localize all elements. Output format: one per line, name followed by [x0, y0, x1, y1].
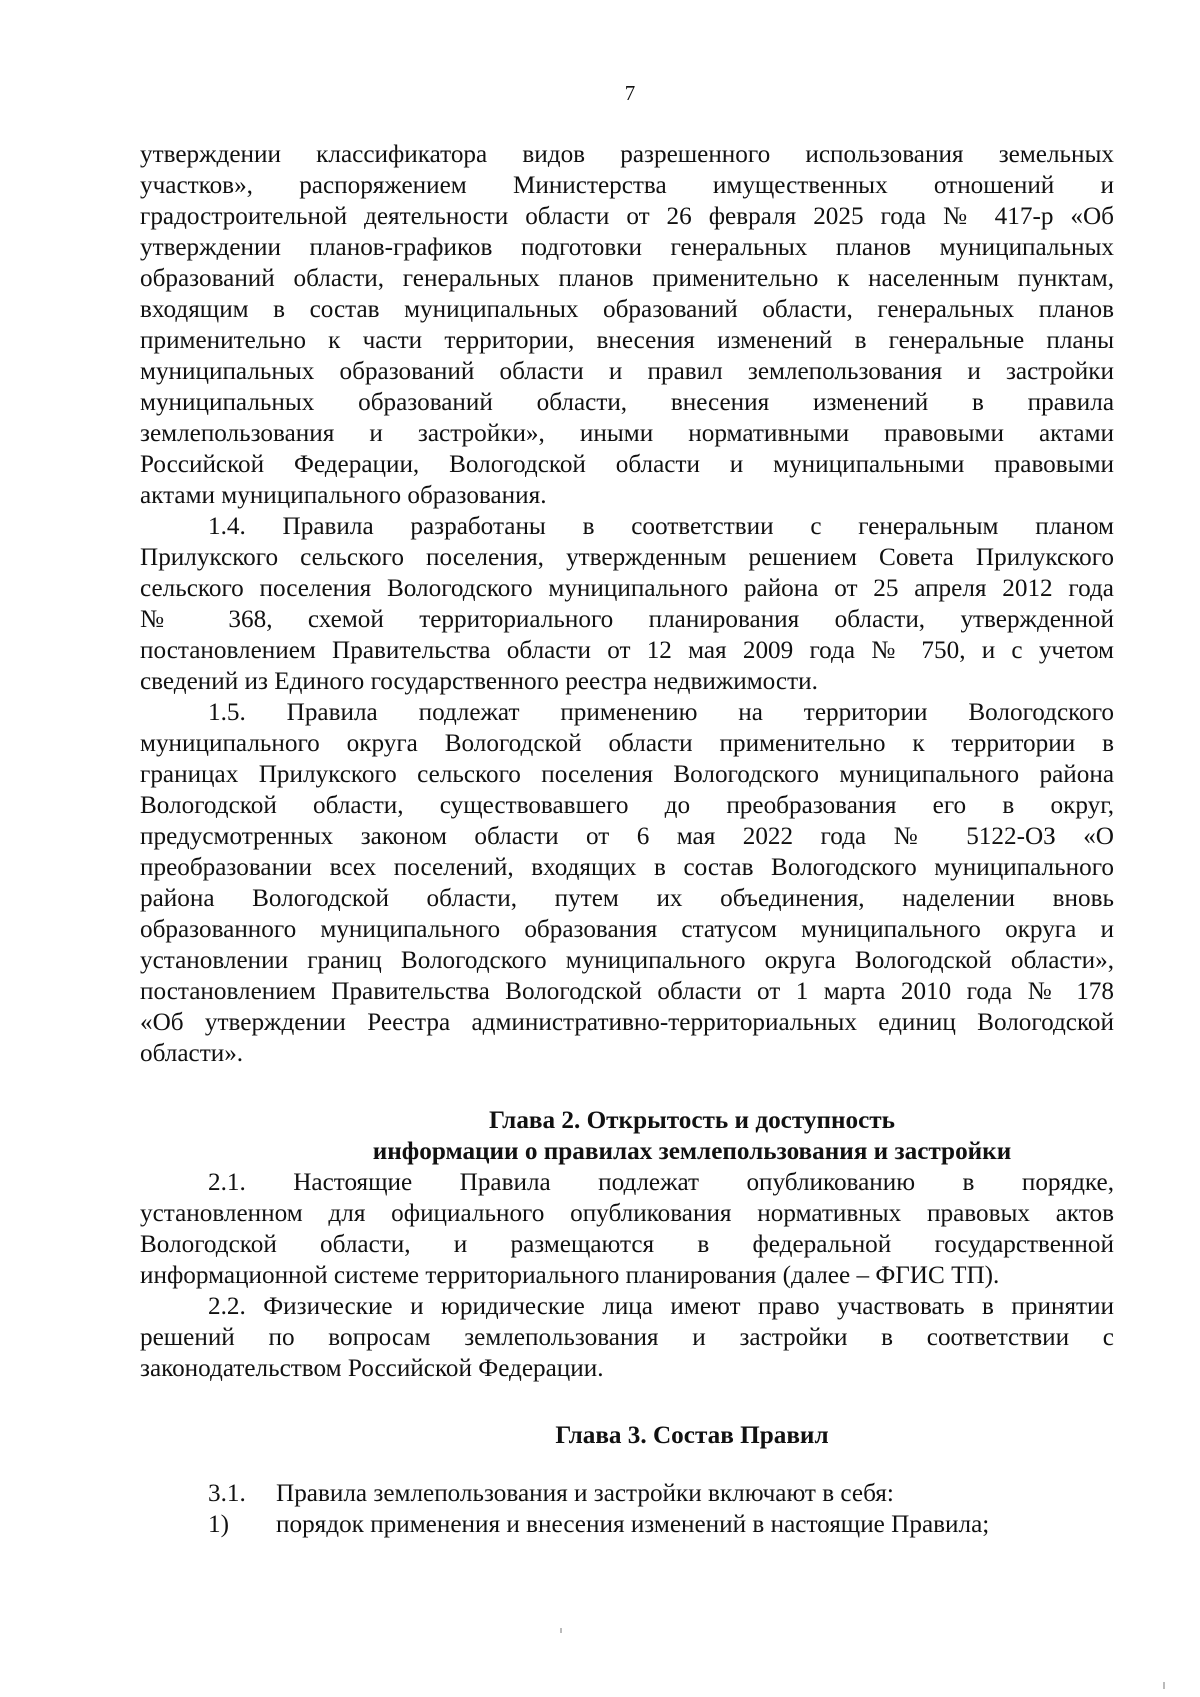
document-body: [140, 139, 1114, 1540]
text-line: предусмотренных законом области от 6 мая 2022 года № 5122-ОЗ «О: [140, 823, 1114, 850]
chapter-heading-line: информации о правилах землепользования и застройки: [372, 1138, 1012, 1165]
text-line: установленном для официального опубликования нормативных правовых актов: [140, 1200, 1114, 1227]
text-line: муниципальных образований области и правил землепользования и застройки: [140, 358, 1114, 385]
text-line: утверждении планов-графиков подготовки генеральных планов муниципальных: [140, 234, 1114, 261]
paragraph-2-1: [140, 1167, 1114, 1291]
text-line: входящим в состав муниципальных образований области, генеральных планов: [140, 296, 1114, 323]
text-line: сельского поселения Вологодского муниципального района от 25 апреля 2012 года: [140, 575, 1114, 602]
chapter-3-heading: Глава 3. Состав Правил: [555, 1422, 829, 1449]
list-item-number: 1): [208, 1511, 229, 1538]
text-line: решений по вопросам землепользования и застройки в соответствии с: [140, 1324, 1114, 1351]
chapter-heading-line: Глава 2. Открытость и доступность: [489, 1107, 895, 1134]
text-line: сведений из Единого государственного реестра недвижимости.: [140, 668, 818, 695]
scan-speck: [1163, 1682, 1165, 1689]
text-line: границах Прилукского сельского поселения Вологодского муниципального района: [140, 761, 1114, 788]
text-line: области».: [140, 1040, 244, 1067]
text-line: 1.5. Правила подлежат применению на территории Вологодского: [208, 699, 1114, 726]
spacer: [140, 1384, 1114, 1420]
text-line: Вологодской области, существовавшего до преобразования его в округ,: [140, 792, 1114, 819]
paragraph-text: Правила землепользования и застройки включают в себя:: [276, 1480, 894, 1507]
text-line: 2.1. Настоящие Правила подлежат опубликованию в порядке,: [208, 1169, 1114, 1196]
text-line: установлении границ Вологодского муниципального округа Вологодской области»,: [140, 947, 1114, 974]
page-number: 7: [624, 81, 636, 105]
paragraph-3-1: [140, 1478, 1114, 1509]
paragraph-1-3-continuation: [140, 139, 1114, 511]
list-item: [140, 1509, 1114, 1540]
text-line: постановлением Правительства Вологодской области от 1 марта 2010 года № 178: [140, 978, 1114, 1005]
text-line: образованного муниципального образования статусом муниципального округа и: [140, 916, 1114, 943]
text-line: Вологодской области, и размещаются в федеральной государственной: [140, 1231, 1114, 1258]
text-line: района Вологодской области, путем их объединения, наделении вновь: [140, 885, 1114, 912]
text-line: законодательством Российской Федерации.: [140, 1355, 604, 1382]
text-line: Прилукского сельского поселения, утвержденным решением Совета Прилукского: [140, 544, 1114, 571]
text-line: утверждении классификатора видов разрешенного использования земельных: [140, 141, 1114, 168]
text-line: муниципального округа Вологодской области применительно к территории в: [140, 730, 1114, 757]
text-line: землепользования и застройки», иными нормативными правовыми актами: [140, 420, 1114, 447]
spacer: [140, 1069, 1114, 1105]
text-line: актами муниципального образования.: [140, 482, 547, 509]
spacer: [140, 1451, 1114, 1478]
text-line: постановлением Правительства области от 12 мая 2009 года № 750, и с учетом: [140, 637, 1114, 664]
text-line: образований области, генеральных планов применительно к населенным пунктам,: [140, 265, 1114, 292]
text-line: информационной системе территориального планирования (далее – ФГИС ТП).: [140, 1262, 1000, 1289]
text-line: Российской Федерации, Вологодской области и муниципальными правовыми: [140, 451, 1114, 478]
text-line: «Об утверждении Реестра административно-территориальных единиц Вологодской: [140, 1009, 1114, 1036]
scan-speck: [560, 1628, 562, 1633]
text-line: градостроительной деятельности области от 26 февраля 2025 года № 417-р «Об: [140, 203, 1114, 230]
text-line: применительно к части территории, внесения изменений в генеральные планы: [140, 327, 1114, 354]
paragraph-number: 3.1.: [208, 1480, 246, 1507]
chapter-2-heading: [140, 1105, 1114, 1167]
list-item-text: порядок применения и внесения изменений в настоящие Правила;: [276, 1511, 990, 1538]
paragraph-1-5: [140, 697, 1114, 1069]
text-line: преобразовании всех поселений, входящих в состав Вологодского муниципального: [140, 854, 1114, 881]
text-line: № 368, схемой территориального планирования области, утвержденной: [140, 606, 1114, 633]
text-line: 2.2. Физические и юридические лица имеют право участвовать в принятии: [208, 1293, 1114, 1320]
paragraph-1-4: [140, 511, 1114, 697]
text-line: муниципальных образований области, внесения изменений в правила: [140, 389, 1114, 416]
text-line: 1.4. Правила разработаны в соответствии с генеральным планом: [208, 513, 1114, 540]
paragraph-2-2: [140, 1291, 1114, 1384]
text-line: участков», распоряжением Министерства имущественных отношений и: [140, 172, 1114, 199]
